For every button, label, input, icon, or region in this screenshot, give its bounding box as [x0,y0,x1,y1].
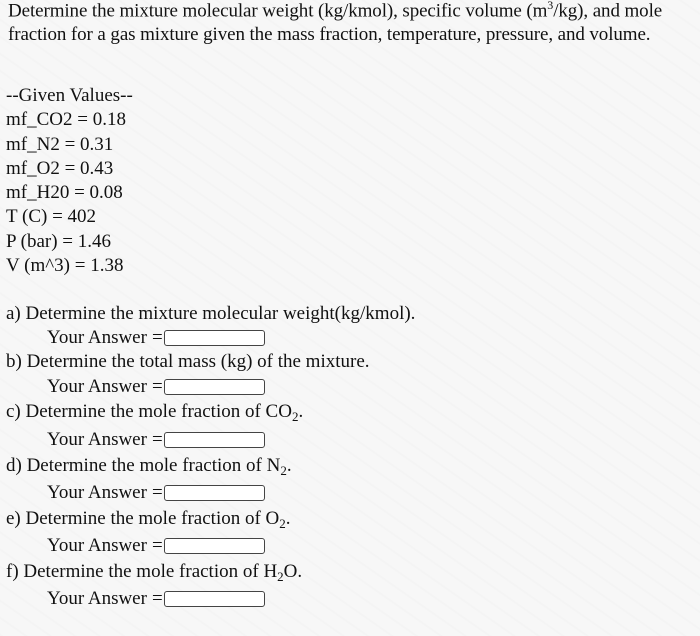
question-c [6,401,303,423]
answer-input-b[interactable] [164,379,265,395]
subscript-2: 2 [279,516,286,531]
given-mf-h20: mf_H20 = 0.08 [6,182,123,204]
subscript-2: 2 [280,463,287,478]
answer-input-a[interactable] [164,330,265,346]
answer-input-f[interactable] [164,591,265,607]
answer-row-d [47,482,265,504]
answer-label: Your Answer [47,429,147,450]
question-a-text: a) Determine the mixture molecular weight(kg/kmol). [6,303,416,324]
answer-input-c[interactable] [164,432,265,448]
given-values-header: --Given Values-- [6,85,133,106]
given-mf-n2: mf_N2 = 0.31 [6,133,114,155]
question-e-suffix: . [285,508,291,529]
answer-row-e [47,535,265,557]
given-temperature: T (C) = 402 [6,206,97,228]
question-f-text: f) Determine the mole fraction of H [6,561,278,582]
equals-sign: = [151,535,163,556]
question-b [6,351,370,373]
given-pressure: P (bar) = 1.46 [6,230,111,252]
question-a [6,303,415,325]
equals-sign: = [151,429,163,450]
answer-row-b [47,376,265,398]
answer-label: Your Answer [47,327,147,348]
question-f-suffix: O. [283,561,303,582]
answer-row-a [47,327,265,349]
question-c-text: c) Determine the mole fraction of CO [6,401,292,422]
equals-sign: = [151,376,163,397]
answer-input-d[interactable] [164,485,265,501]
answer-label: Your Answer [47,588,147,609]
given-volume: V (m^3) = 1.38 [6,255,124,277]
question-d-text: d) Determine the mole fraction of N [6,455,281,476]
question-d-suffix: . [286,455,292,476]
question-f [6,561,302,583]
answer-row-f [47,588,265,610]
problem-statement-text-2: /kg), and mole fraction for a gas mixture given the mass fraction, temperature, pressure, and volume. [8,0,663,45]
question-c-suffix: . [298,401,304,422]
subscript-2: 2 [291,409,299,424]
answer-label: Your Answer [47,535,147,556]
problem-statement-text-1: Determine the mixture molecular weight (kg/kmol), specific volume (m [8,0,548,22]
given-mf-o2: mf_O2 = 0.43 [6,157,114,179]
answer-input-e[interactable] [164,538,265,554]
answer-row-c [47,429,265,451]
given-mf-co2: mf_CO2 = 0.18 [6,109,126,131]
superscript-3: 3 [547,0,554,12]
question-e [6,508,291,530]
question-e-text: e) Determine the mole fraction of O [6,508,280,529]
equals-sign: = [151,588,163,609]
question-d [6,455,292,477]
equals-sign: = [151,482,163,503]
subscript-2: 2 [277,569,284,584]
given-values-block [6,84,133,278]
equals-sign: = [151,327,163,348]
answer-label: Your Answer [47,482,147,503]
question-b-text: b) Determine the total mass (kg) of the mixture. [6,351,370,372]
answer-label: Your Answer [47,376,147,397]
problem-statement [8,0,692,46]
